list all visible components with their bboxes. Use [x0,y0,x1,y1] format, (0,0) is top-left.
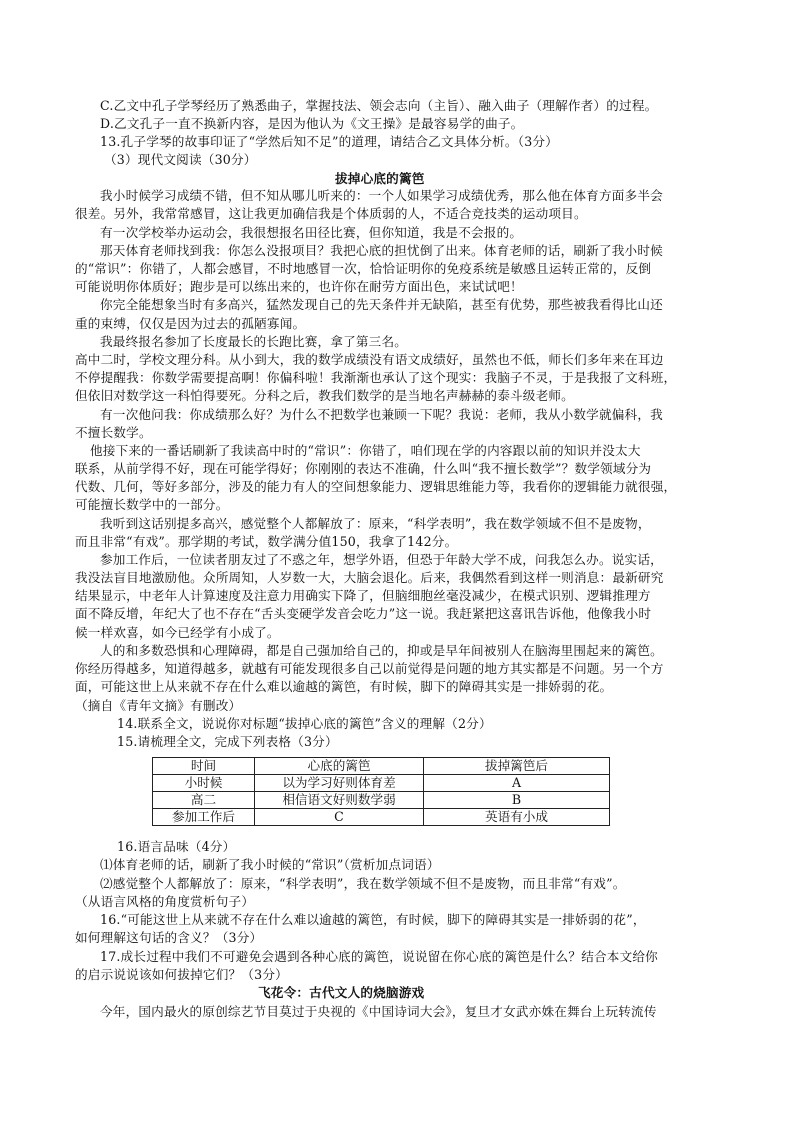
article-line: 有一次他问我：你成绩那么好？为什么不把数学也兼顾一下呢？我说：老师，我从小数学就偏科，我 [100,407,663,422]
article-line: 不擅长数学。 [75,425,152,440]
section-heading: （3）现代文阅读（30分） [104,152,257,167]
table-cell: 英语有小成 [424,809,610,826]
article-line: 我听到这话别提多高兴，感觉整个人都解放了：原来，“科学表明”，我在数学领域不但不是废物， [100,516,651,531]
question-16b-cont: 如何理解这句话的含义？（3分） [75,930,263,945]
option-d: D.乙文孔子一直不换新内容，是因为他认为《文王操》是最容易学的曲子。 [100,116,524,131]
article-title: 拔掉心底的篱笆 [335,171,425,186]
article-line: 我最终报名参加了长度最长的长跑比赛，拿了第三名。 [100,334,408,349]
question-16-1: ⑴体育老师的话，刷新了我小时候的“常识”（赏析加点词语） [100,857,440,872]
next-article-title: 飞花令：古代文人的烧脑游戏 [258,985,425,1000]
table-cell: B [424,792,610,809]
table-header: 时间 [153,758,255,775]
article-line: 有一次学校举办运动会，我很想报名田径比赛，但你知道，我是不会报的。 [100,225,523,240]
article-line: 人的和多数恐惧和心理障碍，都是自己强加给自己的，抑或是早年间被别人在脑海里围起来的篱笆。 [100,643,663,658]
question-17: 17.成长过程中我们不可避免会遇到各种心底的篱笆，说说留在你心底的篱笆是什么？结合本文给你 [100,949,658,964]
article-line: 代数、几何，等好多部分，涉及的能力有人的空间想象能力、逻辑思维能力等，我看你的逻辑能力就很强， [75,479,677,494]
question-16-2-note: （从语言风格的角度赏析句子） [75,894,255,909]
article-line: 可能擅长数学中的一部分。 [75,497,229,512]
article-line: 而且非常“有戏”。那学期的考试，数学满分值150，我拿了142分。 [75,534,458,549]
article-line: 不停提醒我：你数学需要提高啊！你偏科啦！我渐渐也承认了这个现实：我脑子不灵，于是我报了文科班， [75,370,677,385]
article-line: 他接下来的一番话刷新了我读高中时的“常识”：你错了，咱们现在学的内容跟以前的知识并没太大 [90,443,641,458]
next-article-line: 今年，国内最火的原创综艺节目莫过于央视的《中国诗词大会》，复旦才女武亦姝在舞台上玩转流传 [100,1004,657,1019]
article-line: 联系，从前学得不好，现在可能学得好；你刚刚的表达不准确，什么叫“我不擅长数学”？数学领域分为 [75,461,652,476]
table-cell: C [255,809,424,826]
question-16b: 16.“可能这世上从来就不存在什么难以逾越的篱笆，有时候，脚下的障碍其实是一排娇弱的花”， [100,912,646,927]
table-row [153,809,610,826]
article-line: 的“常识”：你错了，人都会感冒，不时地感冒一次，恰恰证明你的免疫系统是敏感且运转正常的，反倒 [75,261,652,276]
table-header: 拔掉篱笆后 [424,758,610,775]
table-cell: 小时候 [153,775,255,792]
question-13: 13.孔子学琴的故事印证了“学然后知不足”的道理，请结合乙文具体分析。（3分） [100,134,559,149]
question-16: 16.语言品味（4分） [117,839,236,854]
table-cell: A [424,775,610,792]
summary-table [152,757,610,826]
table-cell: 以为学习好则体育差 [255,775,424,792]
table-row [153,792,610,809]
article-line: 可能说明你体质好；跑步是可以练出来的，也许你在耐劳方面出色，来试试吧！ [75,279,523,294]
article-line: 重的束缚，仅仅是因为过去的孤陋寡闻。 [75,316,306,331]
source-note: （摘自《青年文摘》有删改） [75,698,242,713]
article-line: 面，可能这世上从来就不存在什么难以逾越的篱笆，有时候，脚下的障碍其实是一排娇弱的花。 [75,679,613,694]
article-line: 参加工作后，一位读者朋友过了不惑之年，想学外语，但恐于年龄大学不成，问我怎么办。说实话， [100,552,663,567]
article-line: 那天体育老师找到我：你怎么没报项目？我把心底的担忧倒了出来。体育老师的话，刷新了我小时候 [100,243,663,258]
table-header-row [153,758,610,775]
article-line: 很差。另外，我常常感冒，这让我更加确信我是个体质弱的人，不适合竞技类的运动项目。 [75,206,587,221]
table-cell: 相信语文好则数学弱 [255,792,424,809]
option-c: C.乙文中孔子学琴经历了熟悉曲子，掌握技法、领会志向（主旨）、融入曲子（理解作者）的过程。 [100,98,658,113]
article-line: 我小时候学习成绩不错，但不知从哪儿听来的：一个人如果学习成绩优秀，那么他在体育方面多半会 [100,188,663,203]
article-line: 但依旧对数学这一科怕得要死。分科之后，教我们数学的是当地名声赫赫的泰斗级老师。 [75,388,574,403]
question-17-cont: 的启示说说该如何拔掉它们？（3分） [75,967,288,982]
question-16-2: ⑵感觉整个人都解放了：原来，“科学表明”，我在数学领域不但不是废物，而且非常“有戏”。 [100,876,626,891]
article-line: 高中二时，学校文理分科。从小到大，我的数学成绩没有语文成绩好，虽然也不低，师长们多年来在耳边 [75,352,664,367]
article-line: 你经历得越多，知道得越多，就越有可能发现很多自己以前觉得是问题的地方其实都是不问题。另一个方 [75,661,664,676]
article-line: 你完全能想象当时有多高兴，猛然发现自己的先天条件并无缺陷，甚至有优势，那些被我看得比山还 [100,297,663,312]
table-cell: 参加工作后 [153,809,255,826]
article-line: 结果显示，中老年人计算速度及注意力用确实下降了，但脑细胞丝毫没减少，在模式识别、逻辑推理方 [75,588,651,603]
article-line: 面不降反增，年纪大了也不存在“舌头变硬学发音会吃力”这一说。我赶紧把这喜讯告诉他，他像我小时 [75,606,652,621]
table-cell: 高二 [153,792,255,809]
article-line: 我没法盲目地激励他。众所周知，人岁数一大，大脑会退化。后来，我偶然看到这样一则消息：最新研究 [75,570,664,585]
question-14: 14.联系全文，说说你对标题“拔掉心底的篱笆”含义的理解（2分） [117,716,492,731]
table-row [153,775,610,792]
question-15: 15.请梳理全文，完成下列表格（3分） [117,734,338,749]
table-header: 心底的篱笆 [255,758,424,775]
article-line: 候一样欢喜，如今已经学有小成了。 [75,625,280,640]
